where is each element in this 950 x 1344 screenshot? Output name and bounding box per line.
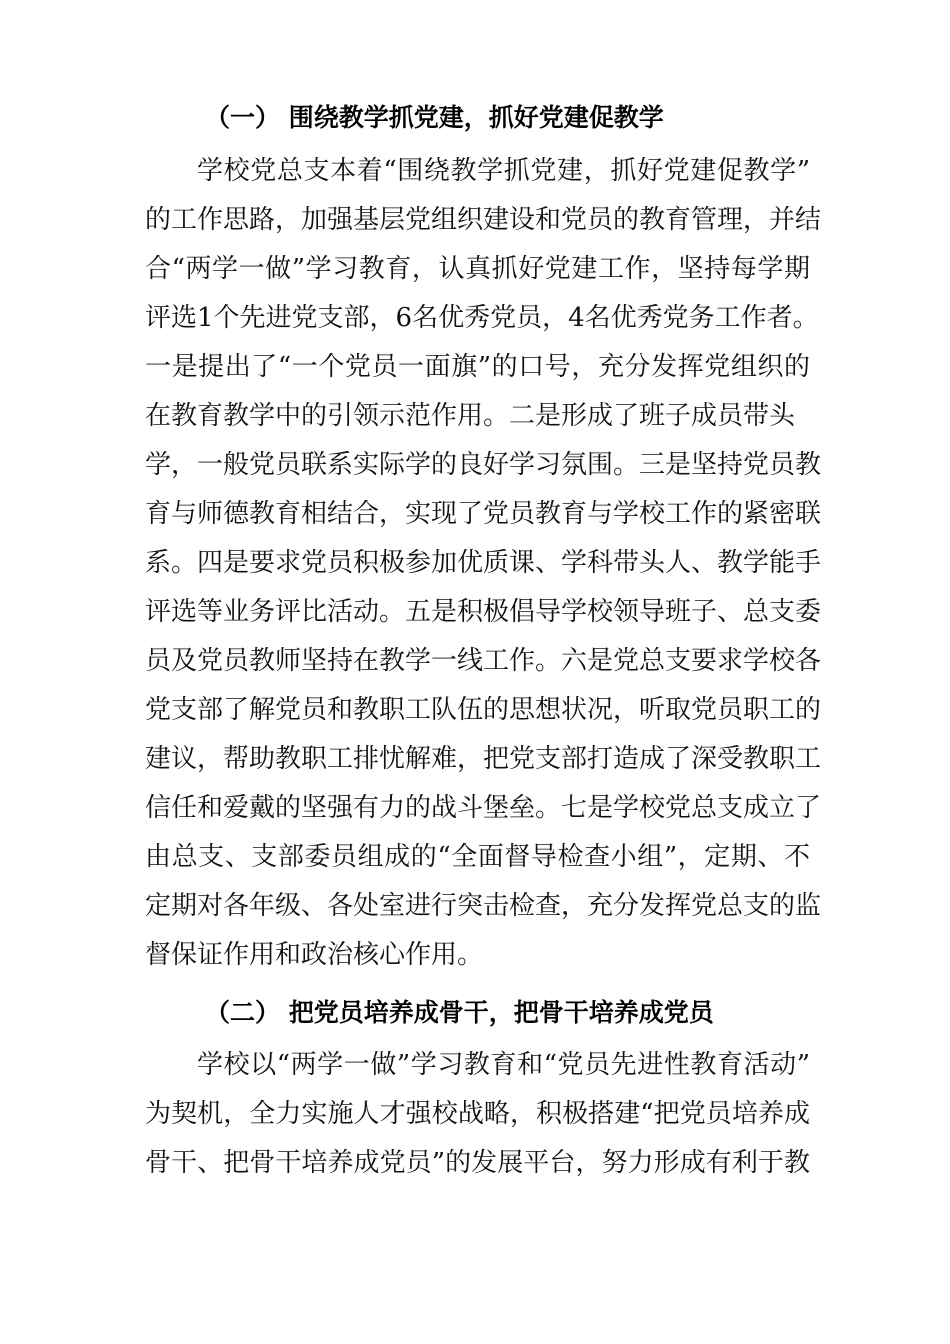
paragraph-line: 在教育教学中的引领示范作用。二是形成了班子成员带头 xyxy=(145,401,796,431)
paragraph-line: 学校以“两学一做”学习教育和“党员先进性教育活动” xyxy=(197,1050,810,1080)
section-heading: （二） 把党员培养成骨干，把骨干培养成党员 xyxy=(205,998,714,1027)
paragraph-line: 员及党员教师坚持在教学一线工作。六是党总支要求学校各 xyxy=(145,646,822,676)
paragraph-line: 合“两学一做”学习教育，认真抓好党建工作，坚持每学期 xyxy=(145,254,810,284)
paragraph-line: 建议，帮助教职工排忧解难，把党支部打造成了深受教职工 xyxy=(145,744,822,774)
paragraph-line: 骨干、把骨干培养成党员”的发展平台，努力形成有利于教 xyxy=(145,1148,810,1178)
paragraph-line: 育与师德教育相结合，实现了党员教育与学校工作的紧密联 xyxy=(145,499,822,529)
paragraph-line: 的工作思路，加强基层党组织建设和党员的教育管理，并结 xyxy=(145,205,822,235)
paragraph-line: 为契机，全力实施人才强校战略，积极搭建“把党员培养成 xyxy=(145,1099,810,1129)
paragraph-line: 由总支、支部委员组成的“全面督导检查小组”，定期、不 xyxy=(145,842,810,872)
paragraph-line: 信任和爱戴的坚强有力的战斗堡垒。七是学校党总支成立了 xyxy=(145,793,822,823)
section-heading: （一） 围绕教学抓党建，抓好党建促教学 xyxy=(205,103,664,132)
paragraph-line: 党支部了解党员和教职工队伍的思想状况，听取党员职工的 xyxy=(145,695,822,725)
paragraph-line: 系。四是要求党员积极参加优质课、学科带头人、教学能手 xyxy=(145,548,822,578)
paragraph-line: 一是提出了“一个党员一面旗”的口号，充分发挥党组织的 xyxy=(145,352,810,382)
paragraph-line: 督保证作用和政治核心作用。 xyxy=(145,940,484,970)
paragraph-line: 学校党总支本着“围绕教学抓党建，抓好党建促教学” xyxy=(197,156,810,186)
paragraph-line: 评选1个先进党支部，6名优秀党员，4名优秀党务工作者。 xyxy=(145,303,819,333)
paragraph-line: 学，一般党员联系实际学的良好学习氛围。三是坚持党员教 xyxy=(145,450,822,480)
paragraph-line: 评选等业务评比活动。五是积极倡导学校领导班子、总支委 xyxy=(145,597,822,627)
paragraph-line: 定期对各年级、各处室进行突击检查，充分发挥党总支的监 xyxy=(145,891,822,921)
